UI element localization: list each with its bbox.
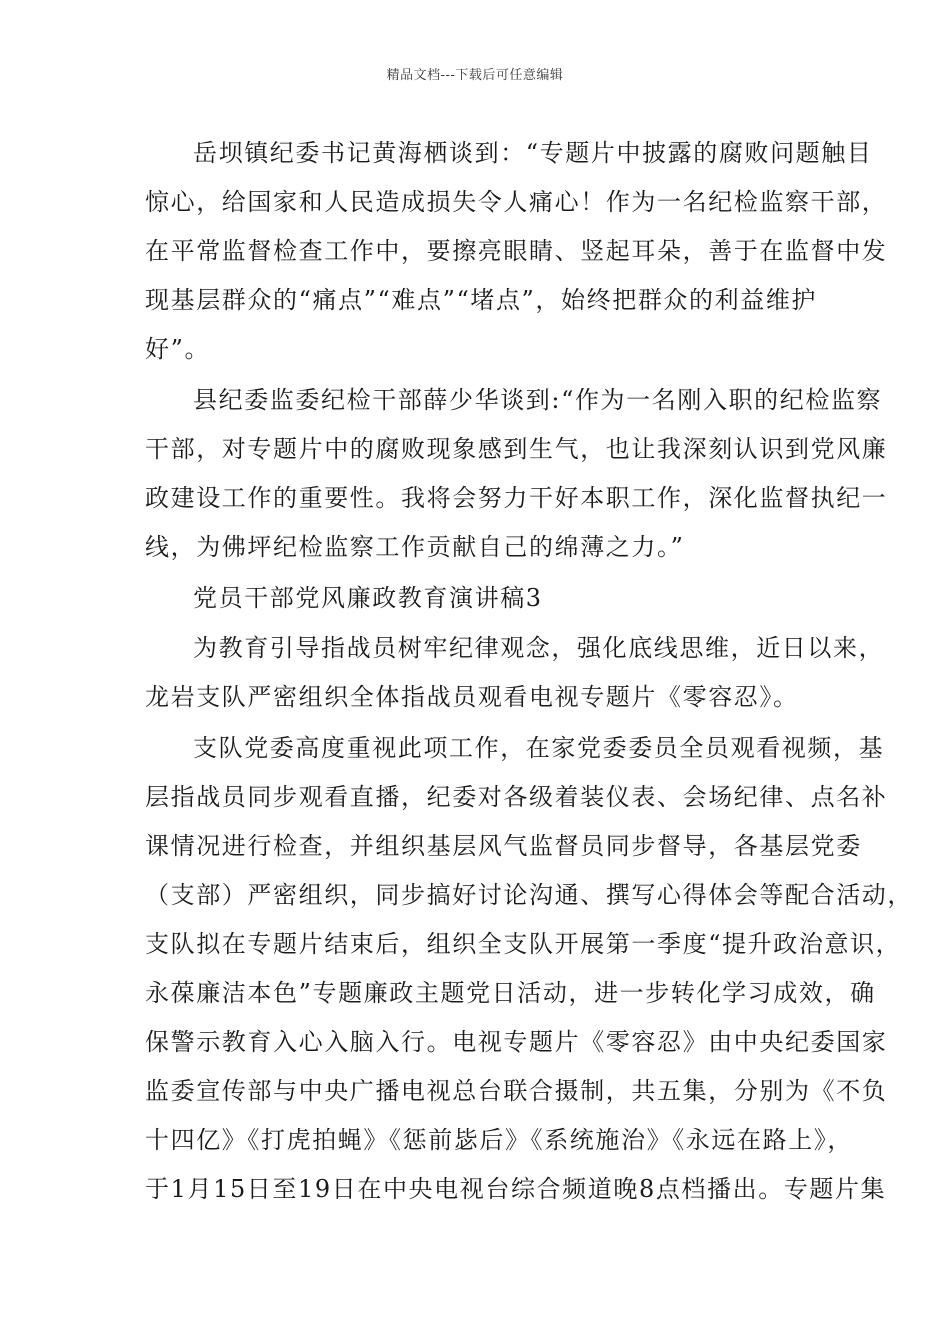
text-line: 为教育引导指战员树牢纪律观念，强化底线思维，近日以来， [193,634,885,662]
text-line: 永葆廉洁本色”专题廉政主题党日活动，进一步转化学习成效，确 [145,979,876,1007]
text-line: （支部）严密组织，同步搞好讨论沟通、撰写心得体会等配合活动， [145,881,913,909]
text-line: 层指战员同步观看直播，纪委对各级着装仪表、会场纪律、点名补 [145,783,888,811]
text-line: 课情况进行检查，并组织基层风气监督员同步督导，各基层党委 [145,832,862,860]
text-line: 监委宣传部与中央广播电视总台联合摄制，共五集，分别为《不负 [145,1077,888,1105]
text-line: 岳坝镇纪委书记黄海栖谈到：“专题片中披露的腐败问题触目 [193,139,873,167]
text-line: 现基层群众的“痛点”“难点”“堵点”，始终把群众的利益维护 [145,286,818,314]
text-line: 县纪委监委纪检干部薛少华谈到:“作为一名刚入职的纪检监察 [193,386,883,414]
text-line: 惊心，给国家和人民造成损失令人痛心！作为一名纪检监察干部， [145,188,888,216]
text-line: 好”。 [145,335,211,363]
text-line: 线，为佛坪纪检监察工作贡献自己的绵薄之力。” [145,533,685,561]
text-line: 在平常监督检查工作中，要擦亮眼睛、竖起耳朵，善于在监督中发 [145,237,888,265]
text-line: 干部，对专题片中的腐败现象感到生气，也让我深刻认识到党风廉 [145,435,888,463]
text-line: 龙岩支队严密组织全体指战员观看电视专题片《零容忍》。 [145,683,799,711]
text-line: 保警示教育入心入脑入行。电视专题片《零容忍》由中央纪委国家 [145,1028,888,1056]
text-line: 支队拟在专题片结束后，组织全支队开展第一季度“提升政治意识， [145,930,902,958]
page-header: 精品文档---下载后可任意编辑 [386,68,564,83]
section-title: 党员干部党风廉政教育演讲稿3 [193,584,543,612]
text-line: 支队党委高度重视此项工作，在家党委委员全员观看视频，基 [193,734,885,762]
text-line: 于1月15日至19日在中央电视台综合频道晚8点档播出。专题片集 [145,1175,887,1203]
text-line: 政建设工作的重要性。我将会努力干好本职工作，深化监督执纪一 [145,484,888,512]
text-line: 十四亿》《打虎拍蝇》《惩前毖后》《系统施治》《永远在路上》， [145,1126,853,1154]
